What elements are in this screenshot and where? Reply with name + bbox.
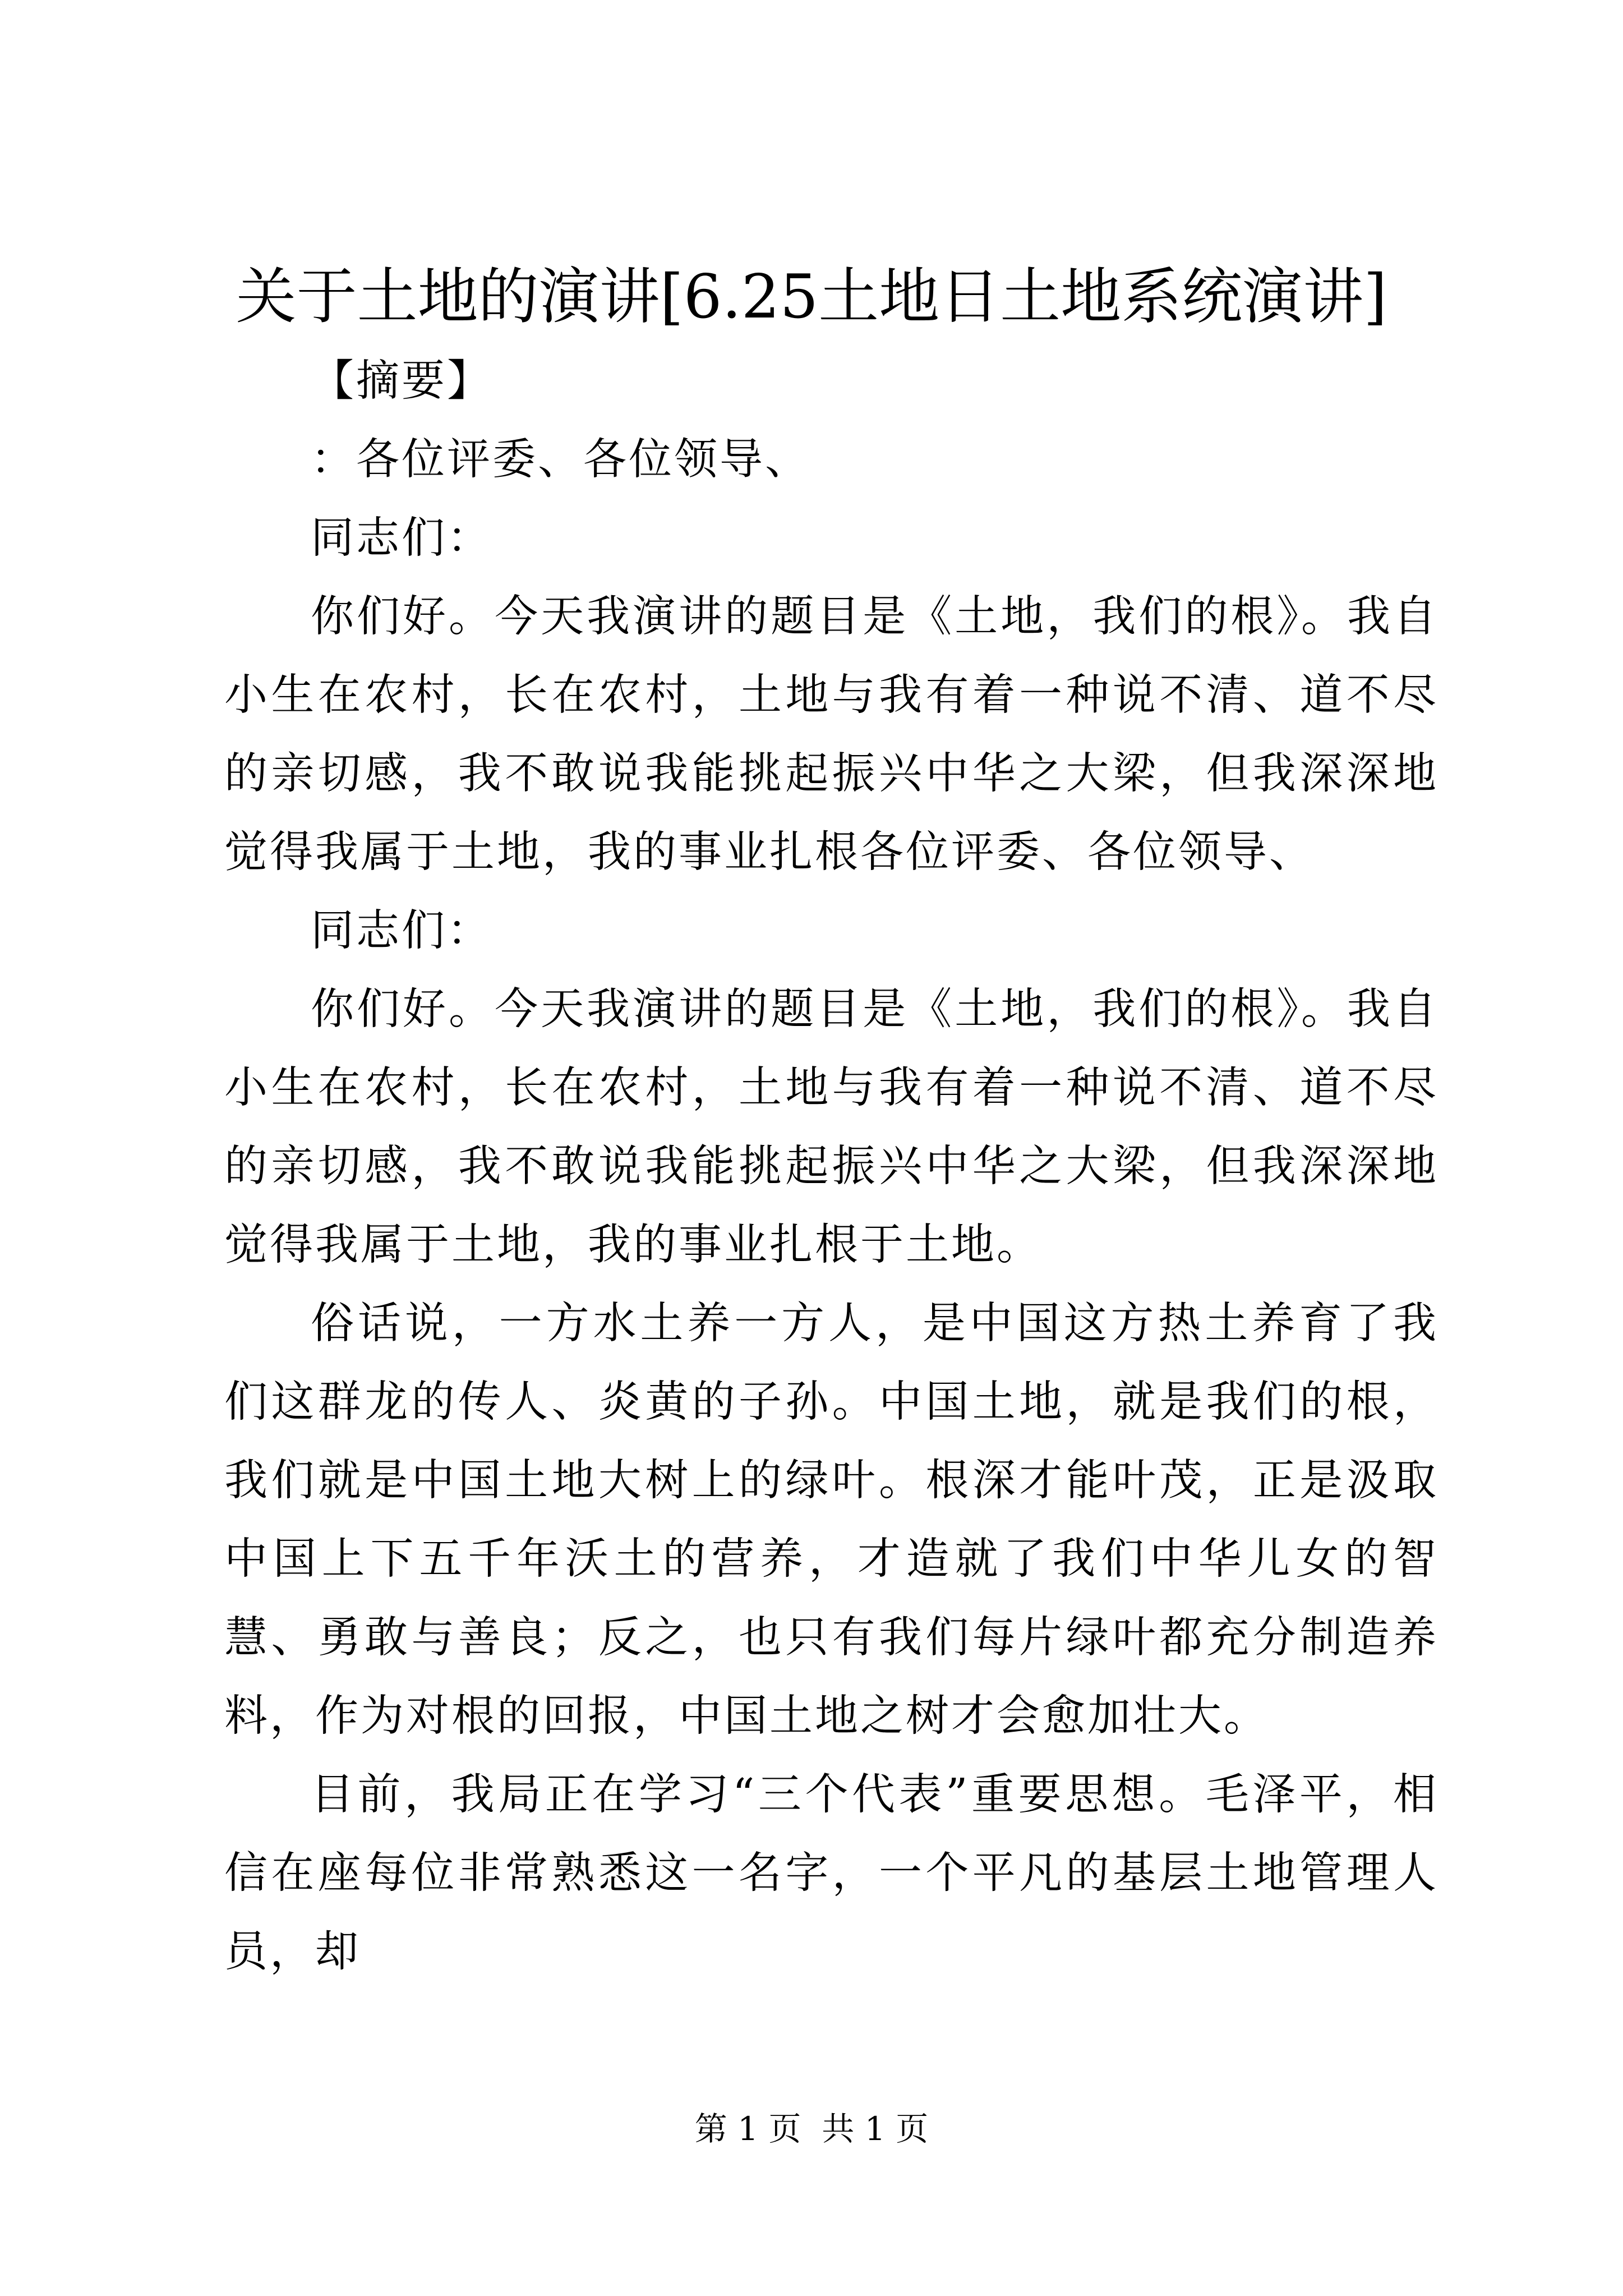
paragraph-salutation-1: ：各位评委、各位领导、: [311, 435, 810, 485]
document-body: [224, 342, 1438, 1991]
paragraph-comrades-1: 同志们：: [311, 513, 492, 563]
page-footer: 第 1 页 共 1 页: [694, 2110, 929, 2148]
paragraph-greeting-2: 你们好。今天我演讲的题目是《土地，我们的根》。我自小生在农村，长在农村，土地与我有着一种说不清、道不尽的亲切感，我不敢说我能挑起振兴中华之大梁，但我深深地觉得我属于土地，我的事业扎根于土地。: [224, 984, 1438, 1270]
paragraph-comrades-2: 同志们：: [311, 906, 492, 956]
document-title: 关于土地的演讲[6.25土地日土地系统演讲]: [236, 262, 1387, 332]
paragraph-proverb: 俗话说，一方水土养一方人，是中国这方热土养育了我们这群龙的传人、炎黄的子孙。中国土地，就是我们的根，我们就是中国土地大树上的绿叶。根深才能叶茂，正是汲取中国上下五千年沃土的营养，才造就了我们中华儿女的智慧、勇敢与善良；反之，也只有我们每片绿叶都充分制造养料，作为对根的回报，中国土地之树才会愈加壮大。: [224, 1299, 1438, 1741]
paragraph-current-study: 目前，我局正在学习“三个代表”重要思想。毛泽平，相信在座每位非常熟悉这一名字，一个平凡的基层土地管理人员，却: [224, 1770, 1438, 1977]
paragraph-greeting-1: 你们好。今天我演讲的题目是《土地，我们的根》。我自小生在农村，长在农村，土地与我有着一种说不清、道不尽的亲切感，我不敢说我能挑起振兴中华之大梁，但我深深地觉得我属于土地，我的事业扎根各位评委、各位领导、: [224, 592, 1438, 877]
abstract-heading: 【摘要】: [311, 356, 492, 406]
